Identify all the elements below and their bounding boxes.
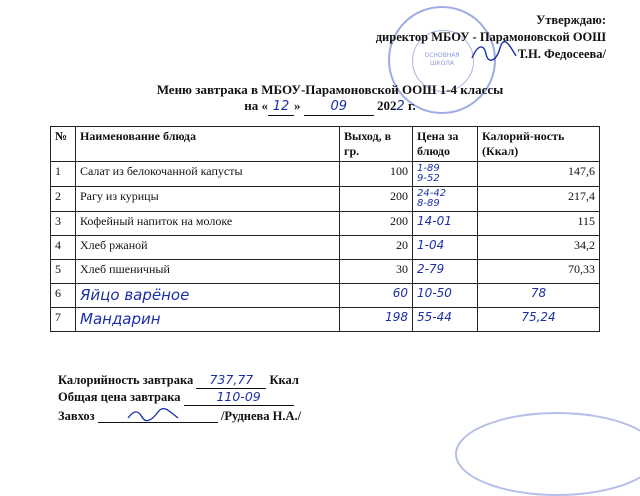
footer-manager — [58, 406, 301, 424]
seal-text-top: ОСНОВНАЯ — [424, 52, 460, 59]
row-calories: 70,33 — [478, 260, 600, 284]
date-year-digit: 2 — [396, 99, 405, 114]
row-num: 2 — [51, 187, 76, 212]
row-num: 7 — [51, 308, 76, 332]
price-label: Общая цена завтрака — [58, 390, 181, 404]
row-output: 200 — [340, 187, 413, 212]
approval-heading: Утверждаю: — [536, 13, 606, 27]
row-name: Рагу из курицы — [76, 187, 340, 212]
price-value: 110-09 — [184, 389, 294, 406]
date-year-prefix: 202 — [377, 98, 397, 113]
row-calories: 78 — [478, 284, 600, 308]
row-calories: 75,24 — [478, 308, 600, 332]
table-row — [51, 236, 600, 260]
approval-name: Т.Н. Федосеева/ — [517, 47, 606, 61]
row-price: 2-79 — [413, 260, 478, 284]
menu-date — [244, 98, 415, 116]
date-month: 09 — [304, 99, 374, 116]
menu-title — [150, 82, 510, 116]
row-name: Салат из белокочанной капусты — [76, 162, 340, 187]
row-price — [413, 162, 478, 187]
row-calories: 217,4 — [478, 187, 600, 212]
table-row — [51, 260, 600, 284]
bottom-seal-edge — [455, 412, 640, 496]
row-output: 200 — [340, 212, 413, 236]
calories-unit: Ккал — [269, 373, 299, 387]
row-num: 3 — [51, 212, 76, 236]
row-price — [413, 187, 478, 212]
table-header-row — [51, 127, 600, 162]
footer-calories — [58, 372, 301, 389]
approval-position: директор МБОУ - Парамоновской ООШ — [375, 30, 606, 44]
calories-label: Калорийность завтрака — [58, 373, 194, 387]
header-output: Выход, в гр. — [340, 127, 413, 162]
row-name: Кофейный напиток на молоке — [76, 212, 340, 236]
row-name: Хлеб пшеничный — [76, 260, 340, 284]
row-num: 6 — [51, 284, 76, 308]
approval-block — [376, 12, 606, 63]
header-name: Наименование блюда — [76, 127, 340, 162]
row-price: 10-50 — [413, 284, 478, 308]
row-output: 100 — [340, 162, 413, 187]
row-name: Яйцо варёное — [76, 284, 340, 308]
date-mid: » — [294, 98, 301, 113]
table-row — [51, 187, 600, 212]
manager-name: /Руднева Н.А./ — [220, 409, 302, 423]
header-calories: Калорий-ность (Ккал) — [478, 127, 600, 162]
row-calories: 147,6 — [478, 162, 600, 187]
row-price: 1-04 — [413, 236, 478, 260]
row-name: Мандарин — [76, 308, 340, 332]
row-price-top: 24-42 — [417, 188, 447, 199]
header-price: Цена за блюдо — [413, 127, 478, 162]
row-output: 60 — [340, 284, 413, 308]
row-output: 20 — [340, 236, 413, 260]
row-name: Хлеб ржаной — [76, 236, 340, 260]
manager-label: Завхоз — [58, 409, 95, 423]
header-num: № — [51, 127, 76, 162]
menu-table — [50, 126, 600, 332]
manager-signature — [98, 408, 218, 423]
table-row — [51, 162, 600, 187]
table-row — [51, 212, 600, 236]
row-num: 5 — [51, 260, 76, 284]
row-price-bottom: 8-89 — [417, 198, 440, 209]
row-price: 55-44 — [413, 308, 478, 332]
row-price-bottom: 9-52 — [417, 173, 440, 184]
footer-price — [58, 389, 301, 406]
table-row — [51, 284, 600, 308]
calories-value: 737,77 — [196, 372, 266, 389]
seal-text-mid: ШКОЛА — [429, 60, 454, 67]
date-prefix: на « — [244, 98, 269, 113]
menu-title-line: Меню завтрака в МБОУ-Парамоновской ООШ 1-4 классы — [156, 82, 504, 97]
table-row — [51, 308, 600, 332]
row-calories: 115 — [478, 212, 600, 236]
footer-block — [58, 372, 301, 424]
manager-signature-drawing — [98, 408, 218, 422]
row-calories: 34,2 — [478, 236, 600, 260]
row-price: 14-01 — [413, 212, 478, 236]
row-num: 4 — [51, 236, 76, 260]
row-output: 30 — [340, 260, 413, 284]
date-day: 12 — [268, 99, 294, 116]
date-suffix: г. — [408, 98, 416, 113]
row-num: 1 — [51, 162, 76, 187]
row-price-top: 1-89 — [417, 163, 440, 174]
row-output: 198 — [340, 308, 413, 332]
